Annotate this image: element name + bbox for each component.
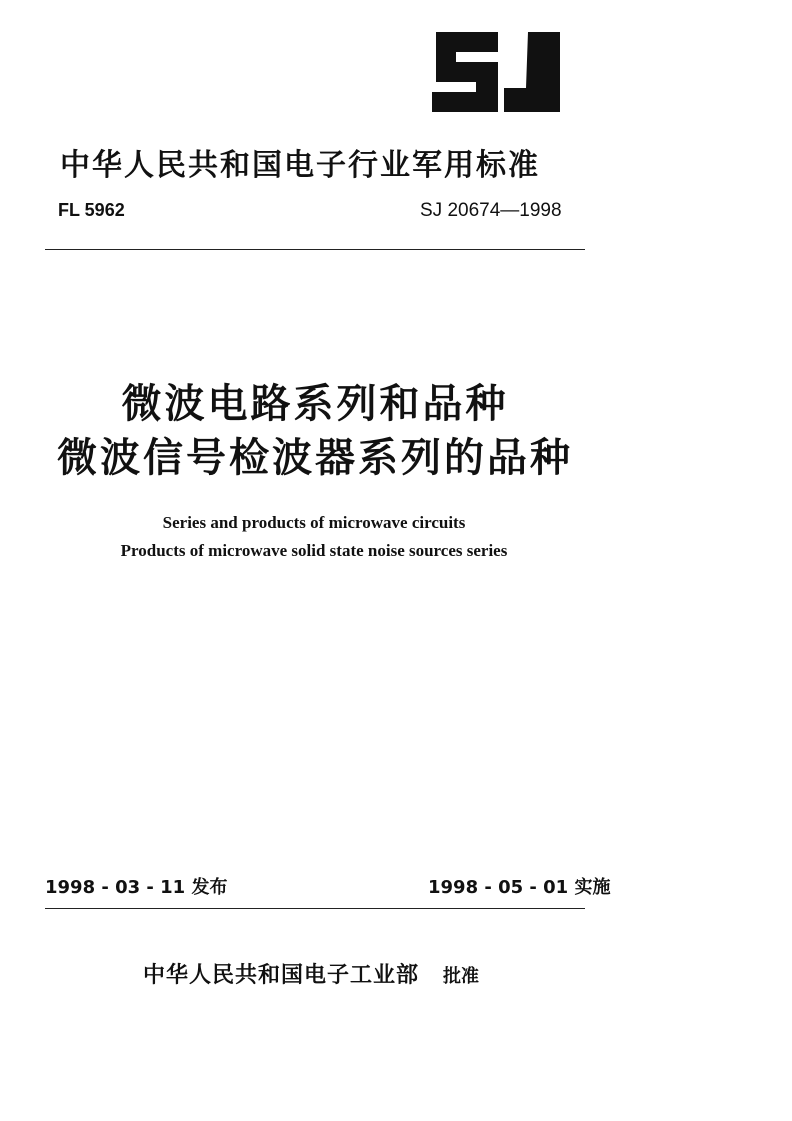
issuing-authority: 中华人民共和国电子工业部 [143, 963, 420, 988]
header-divider [45, 249, 585, 250]
chinese-title-line-1: 微波电路系列和品种 [121, 381, 509, 427]
classification-code: FL 5962 [58, 200, 125, 220]
footer-divider [45, 908, 585, 909]
approval-label: 批准 [443, 966, 479, 987]
chinese-title-line-2: 微波信号检波器系列的品种 [57, 435, 573, 481]
implementation-date: 1998 - 05 - 01 实施 [428, 877, 611, 898]
issue-date: 1998 - 03 - 11 发布 [45, 877, 228, 898]
english-title-line-1: Series and products of microwave circuits [162, 513, 466, 532]
standard-number: SJ 20674—1998 [420, 200, 562, 221]
english-title-line-2: Products of microwave solid state noise sources series [120, 541, 508, 560]
sj-logo [428, 30, 568, 114]
document-series-title: 中华人民共和国电子行业军用标准 [60, 148, 540, 183]
